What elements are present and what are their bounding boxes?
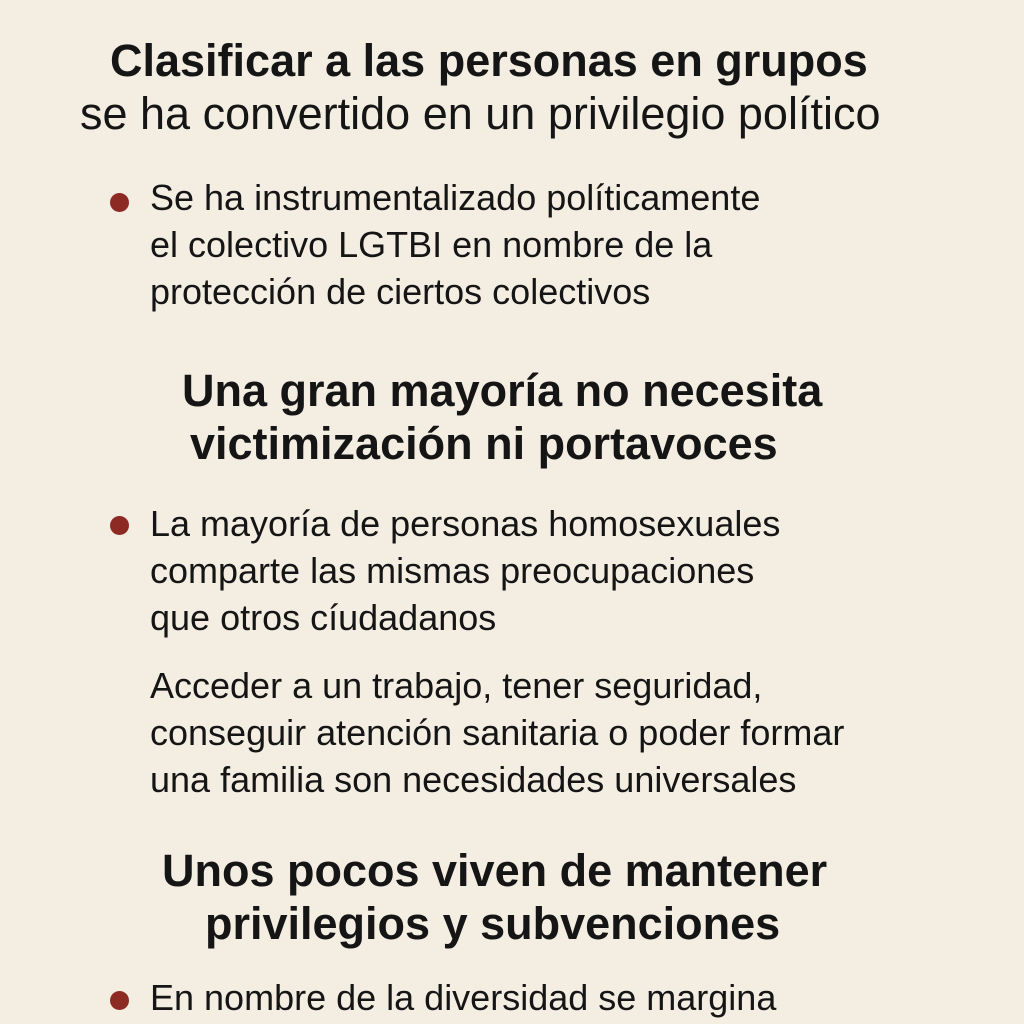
heading-line: privilegios y subvenciones	[205, 898, 781, 950]
bullet-dot-icon	[110, 516, 129, 535]
heading-line: Una gran mayoría no necesita	[182, 365, 823, 416]
bullet-line: que otros cíudadanos	[150, 597, 497, 638]
bullet-line: Se ha instrumentalizado políticamente	[150, 177, 761, 218]
heading-line: Clasificar a las personas en grupos	[110, 35, 868, 86]
heading-line: victimización ni portavoces	[190, 418, 778, 470]
bullet-line: protección de ciertos colectivos	[150, 271, 651, 312]
heading-line: Unos pocos viven de mantener	[162, 845, 828, 896]
body-paragraph	[150, 662, 844, 803]
paragraph-line: Acceder a un trabajo, tener seguridad,	[150, 665, 763, 706]
bullet-line: En nombre de la diversidad se margina	[150, 977, 777, 1018]
bullet-dot-icon	[110, 991, 129, 1010]
bullet-text	[150, 500, 780, 641]
section-2-heading	[0, 364, 1024, 470]
bullet-line: el colectivo LGTBI en nombre de la	[150, 224, 713, 265]
heading-line: se ha convertido en un privilegio político	[80, 88, 881, 140]
section-1-heading	[0, 34, 1024, 140]
bullet-line: comparte las mismas preocupaciones	[150, 550, 755, 591]
paragraph-line: una familia son necesidades universales	[150, 759, 797, 800]
bullet-text	[150, 974, 776, 1021]
bullet-line: La mayoría de personas homosexuales	[150, 503, 781, 544]
section-3-heading	[0, 844, 1024, 950]
bullet-text	[150, 174, 760, 315]
paragraph-line: conseguir atención sanitaria o poder formar	[150, 712, 845, 753]
bullet-dot-icon	[110, 193, 129, 212]
